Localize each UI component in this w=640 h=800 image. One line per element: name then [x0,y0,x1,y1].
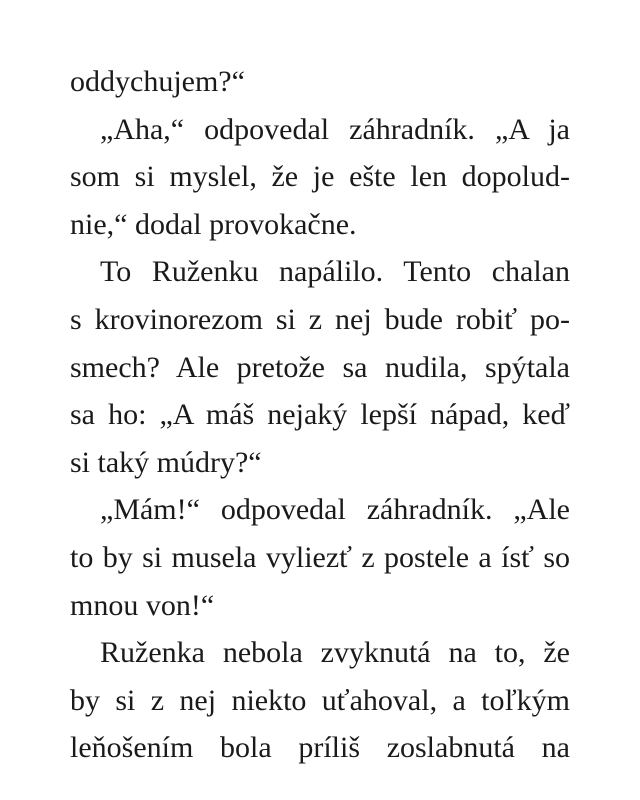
text-line: leňošením bola príliš zoslabnutá na [70,731,570,765]
text-line: mnou von!“ [70,588,215,622]
text-line: Ruženka nebola zvyknutá na to, že [100,636,570,670]
text-line: sa ho: „A máš nejaký lepší nápad, keď [70,398,570,432]
text-line: som si myslel, že je ešte len dopolud- [70,160,570,194]
text-line: smech? Ale pretože sa nudila, spýtala [70,350,570,384]
text-line: s krovinorezom si z nej bude robiť po- [70,302,570,336]
text-line: oddychujem?“ [70,65,245,98]
text-line: „Aha,“ odpovedal záhradník. „A ja [100,112,570,146]
book-page-text [70,58,570,772]
text-line: nie,“ dodal provokačne. [70,207,357,241]
text-line: by si z nej niekto uťahoval, a toľkým [70,683,570,717]
text-line: „Mám!“ odpovedal záhradník. „Ale [100,493,570,527]
text-line: si taký múdry?“ [70,445,262,479]
text-line: To Ruženku napálilo. Tento chalan [100,255,570,289]
text-line: to by si musela vyliezť z postele a ísť so [70,540,570,574]
